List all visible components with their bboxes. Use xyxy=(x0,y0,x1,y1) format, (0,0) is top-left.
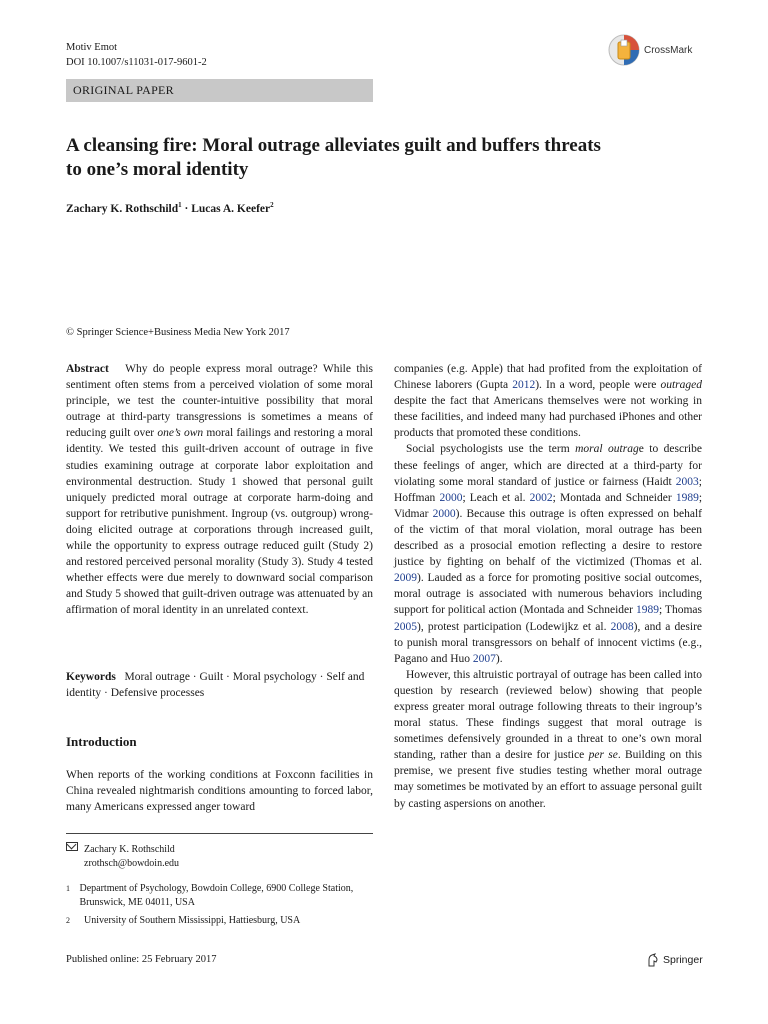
keywords xyxy=(66,669,373,701)
author-1-affil: 1 xyxy=(178,201,182,209)
citation-link[interactable]: 2005 xyxy=(394,620,417,633)
intro-paragraph: When reports of the working conditions at Foxconn facilities in China revealed nightmarish conditions amounting to forced labor, many Americans expressed anger toward xyxy=(66,769,373,814)
envelope-icon xyxy=(66,842,78,851)
citation-link[interactable]: 2000 xyxy=(439,491,463,504)
citation-link[interactable]: 2002 xyxy=(529,491,553,504)
corresponding-author xyxy=(66,842,373,871)
italic-run: outraged xyxy=(660,379,702,392)
citation-link[interactable]: 2007 xyxy=(472,652,496,665)
affiliation-1-num: 1 xyxy=(66,884,70,893)
citation-link[interactable]: 2003 xyxy=(675,475,699,488)
italic-run: per se xyxy=(588,749,618,762)
text-run: However, this altruistic portrayal of outrage has been called into question by research (reviewed below) showing that people express greater moral outrage following threats to their ingroup’s moral status. These findings suggest that moral outrage is sometimes defensively grounded in a threat to one’s own moral standing, rather than a desire for justice xyxy=(394,668,702,762)
text-run: ). xyxy=(495,652,503,665)
affiliation-2-num: 2 xyxy=(66,916,70,925)
affiliation-2 xyxy=(66,914,373,928)
springer-horse-icon xyxy=(646,953,659,967)
abstract-label: Abstract xyxy=(66,363,109,375)
author-2[interactable]: Lucas A. Keefer xyxy=(191,202,271,215)
paper-title xyxy=(66,134,706,182)
abstract xyxy=(66,361,373,619)
text-run: Social psychologists use the term xyxy=(406,443,576,456)
crossmark-label: CrossMark xyxy=(644,44,693,56)
citation-link[interactable]: 2009 xyxy=(394,572,417,585)
crossmark-icon xyxy=(608,34,640,66)
footnote-divider xyxy=(66,833,373,834)
citation-link[interactable]: 2008 xyxy=(610,620,634,633)
citation-link[interactable]: 2012 xyxy=(512,379,536,392)
right-paragraph-3 xyxy=(394,667,702,812)
paper-type-banner: ORIGINAL PAPER xyxy=(66,79,373,102)
copyright: © Springer Science+Business Media New York 2017 xyxy=(66,327,290,338)
right-paragraph-1 xyxy=(394,361,702,441)
springer-logo xyxy=(646,953,703,967)
author-2-affil: 2 xyxy=(270,201,274,209)
affiliation-1-text: Department of Psychology, Bowdoin College, 6900 College Station, Brunswick, ME 04011, USA xyxy=(79,883,354,908)
title-line-2: to one’s moral identity xyxy=(66,159,249,180)
text-run: ; Hoffman xyxy=(394,475,702,504)
citation-link[interactable]: 1989 xyxy=(635,604,659,617)
text-run: ). Because this outrage is often expressed on behalf of the victim of that moral violation, moral outrage has been described as a prosocial emotion reflecting a desire to restore justice by fighting on behalf of the victimized (Thomas et al. xyxy=(394,507,702,569)
text-run: ). Lauded as a force for promoting positive social outcomes, moral outrage is associated with numerous behaviors including support for political action (Montada and Schneider xyxy=(394,572,702,617)
text-run: ). In a word, people were xyxy=(535,379,661,392)
doi[interactable]: DOI 10.1007/s11031-017-9601-2 xyxy=(66,57,207,68)
title-line-1: A cleansing fire: Moral outrage alleviates guilt and buffers threats xyxy=(66,135,601,156)
author-1[interactable]: Zachary K. Rothschild xyxy=(66,202,179,215)
text-run: companies (e.g. Apple) that had profited from the exploitation of Chinese laborers (Gupta xyxy=(394,363,702,392)
crossmark-badge[interactable] xyxy=(608,31,718,69)
abstract-italic: one’s own xyxy=(157,427,204,440)
header-meta xyxy=(66,40,207,70)
affiliation-2-text: University of Southern Mississippi, Hattiesburg, USA xyxy=(84,915,301,926)
text-run: e to describe these feelings of anger, which are directed at a third-party for violating some moral standard of justice or fairness (Haidt xyxy=(394,443,702,488)
published-date: Published online: 25 February 2017 xyxy=(66,954,217,965)
right-column xyxy=(394,361,702,812)
citation-link[interactable]: 2000 xyxy=(432,507,456,520)
right-paragraph-2 xyxy=(394,441,702,666)
author-separator: · xyxy=(181,202,192,215)
text-run: ; Montada and Schneider xyxy=(552,491,676,504)
italic-run: moral outrag xyxy=(575,443,639,456)
text-run: ), protest participation (Lodewijkz et al. xyxy=(417,620,611,633)
journal-name: Motiv Emot xyxy=(66,42,118,53)
contact-email[interactable]: zrothsch@bowdoin.edu xyxy=(84,858,180,869)
abstract-text-2: moral failings and restoring a moral identity. We tested this guilt-driven account of outrage in five studies examining outrage at corporate labor exploitation and environmental destruction. Study 1 showed that personal guilt uniquely predicted moral outrage at corporate harm-doing and support for retributive punishment. Ingroup (vs. outgroup) wrong-doing elicited outrage at corporations through increased guilt, while the opportunity to express outrage reduced guilt (Study 2) and restored perceived personal morality (Study 3). Study 4 tested whether effects were due merely to downward social comparison and Study 5 showed that guilt-driven outrage was attenuated by an affirmation of moral identity in an unrelated context. xyxy=(66,427,373,617)
text-run: ; Vidmar xyxy=(394,491,703,520)
affiliation-1 xyxy=(66,882,373,910)
text-run: ; Leach et al. xyxy=(462,491,530,504)
section-heading-introduction: Introduction xyxy=(66,734,137,749)
citation-link[interactable]: 1989 xyxy=(675,491,699,504)
publisher-name: Springer xyxy=(663,954,703,966)
authors xyxy=(66,201,274,215)
text-run: . Building on this premise, we present five studies testing whether moral outrage may sometimes be motivated by an effort to assuage personal guilt by casting aspersions on another. xyxy=(394,749,702,810)
text-run: ; Thomas xyxy=(658,604,702,617)
abstract-text-1: Why do people express moral outrage? While this sentiment often stems from a perceived violation of some moral principle, we test the counter-intuitive possibility that moral outrage at third-party transgressions is sometimes a means of reducing guilt over xyxy=(66,363,374,440)
text-run: ), and a desire to punish moral transgressors on behalf of innocent victims (e.g., Pagano and Huo xyxy=(394,620,703,665)
keywords-text: Moral outrage · Guilt · Moral psychology · Self and identity · Defensive processes xyxy=(66,671,365,700)
keywords-label: Keywords xyxy=(66,671,116,683)
text-run: despite the fact that Americans themselves were not working in these facilities, and indeed many had purchased iPhones and other products that promoted these conditions. xyxy=(394,395,702,440)
contact-name: Zachary K. Rothschild xyxy=(84,844,175,855)
